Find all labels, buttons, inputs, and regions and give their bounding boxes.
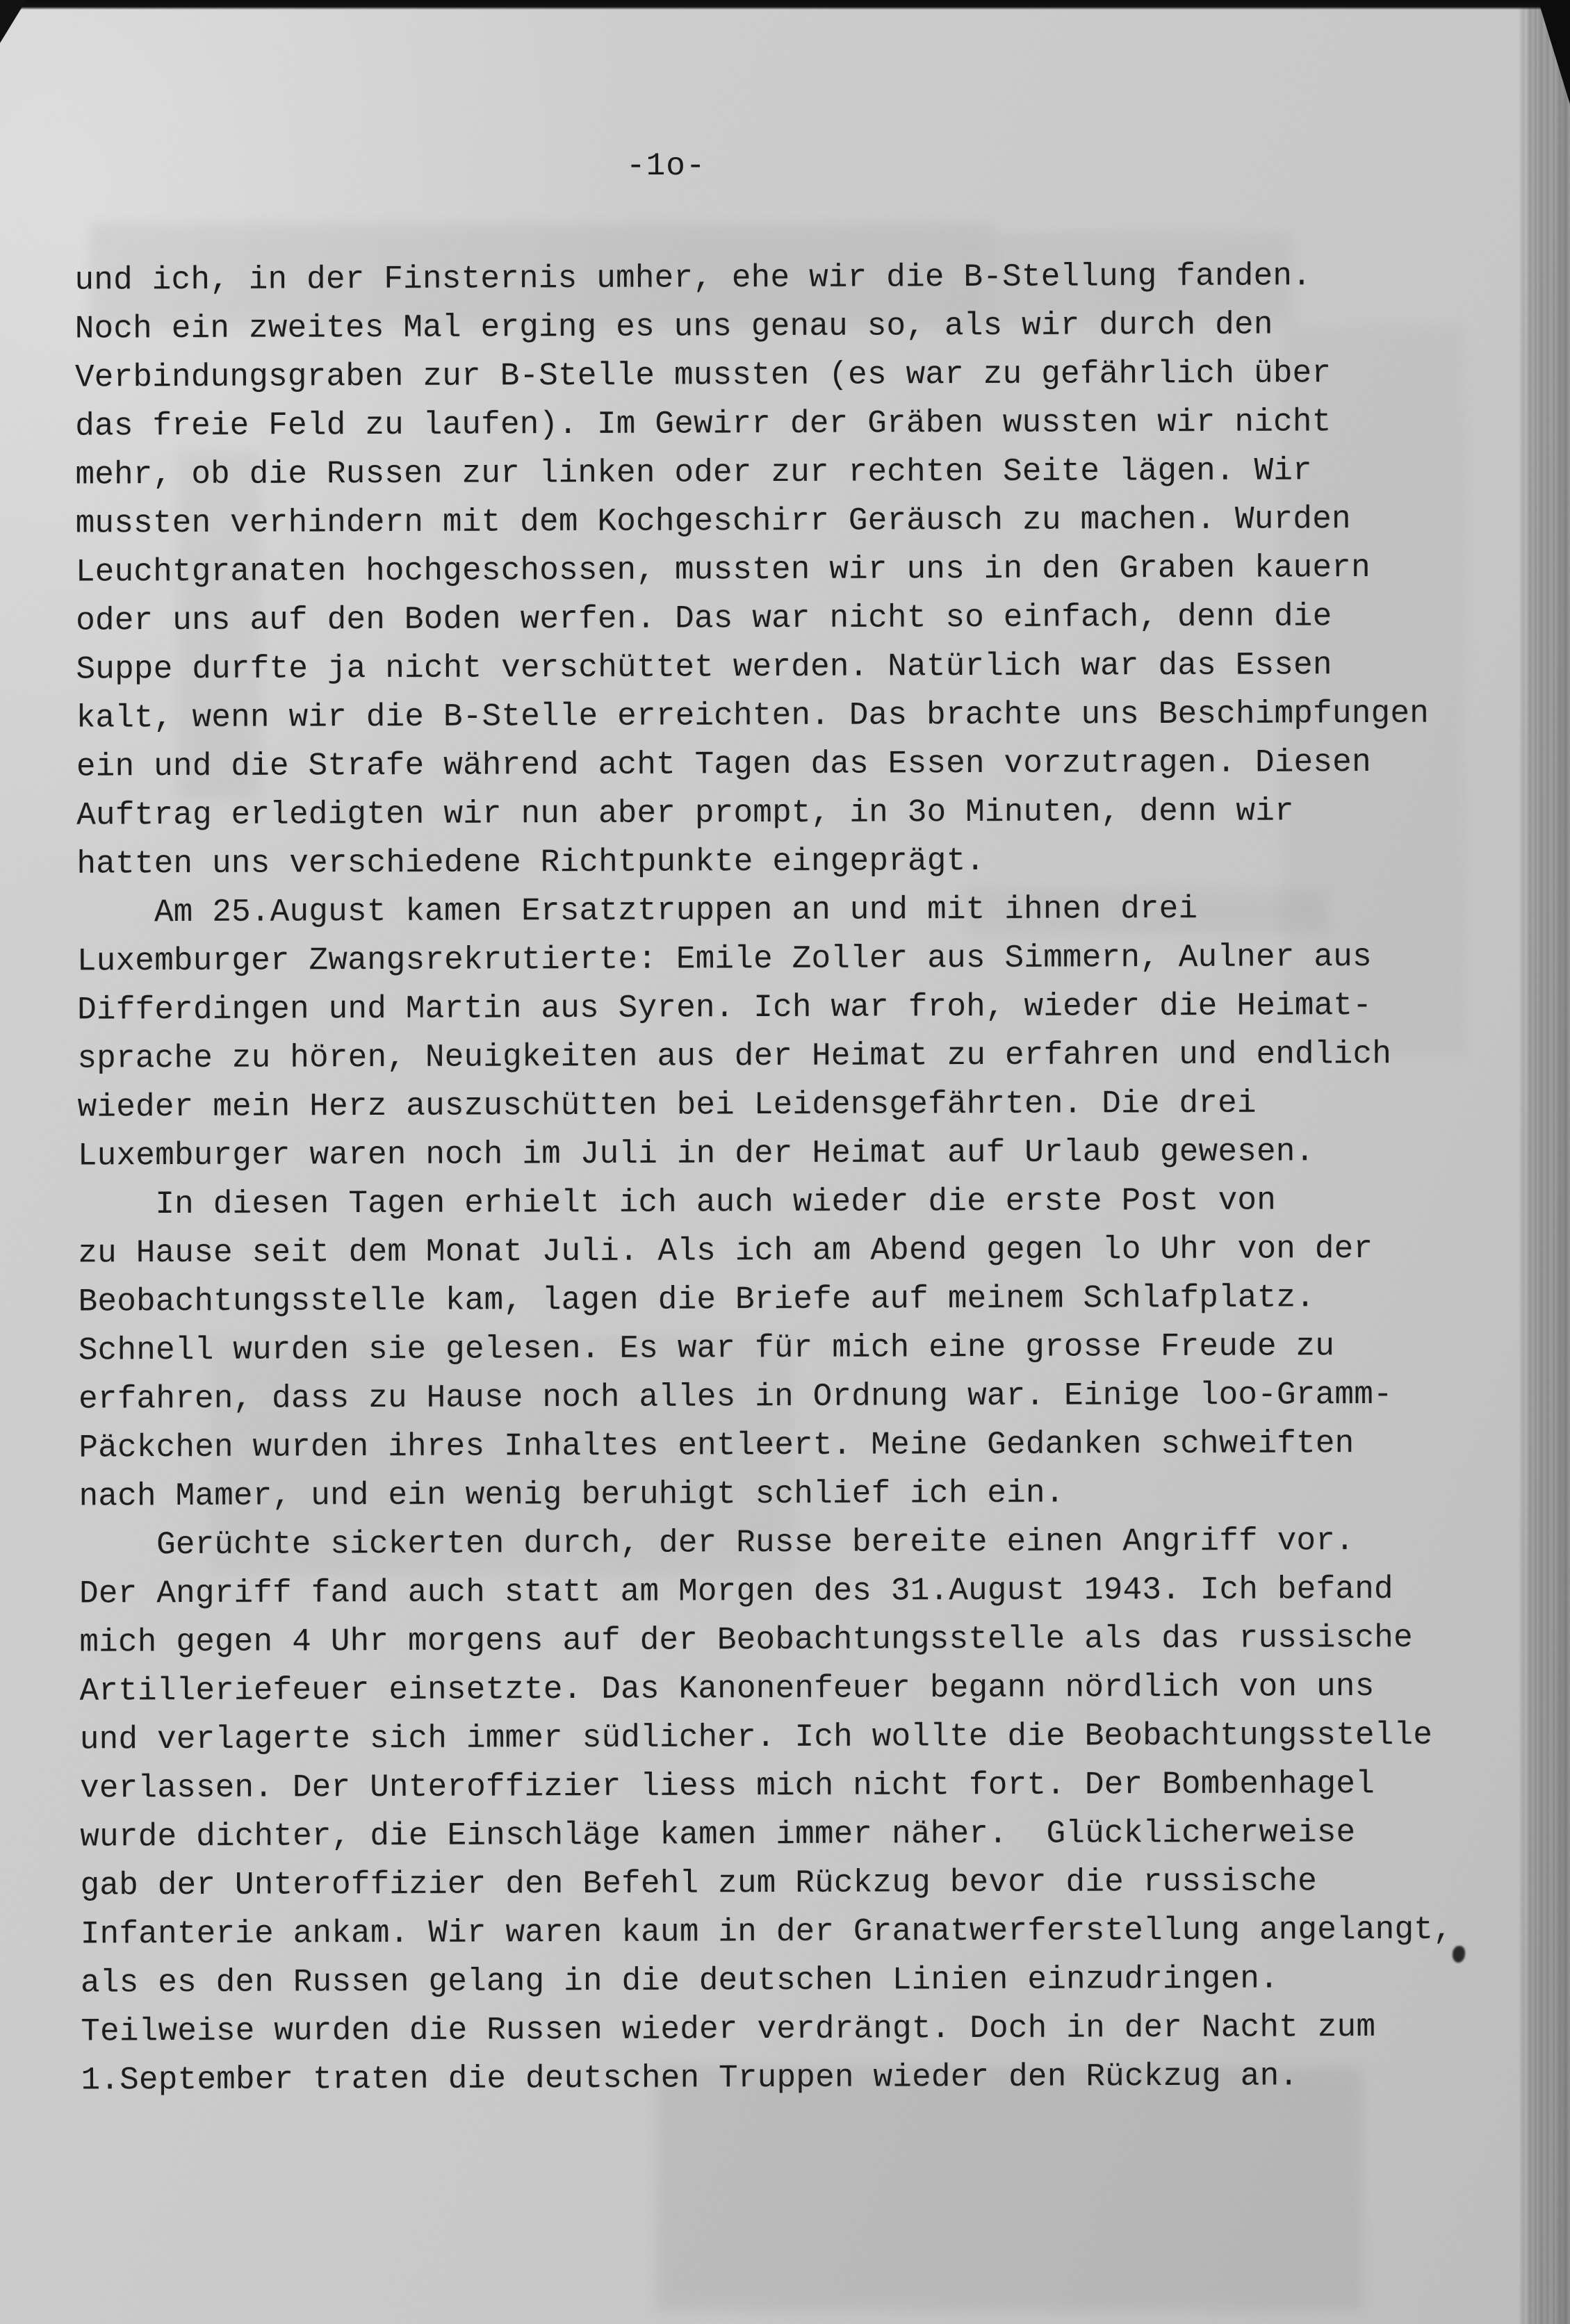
text-line: und verlagerte sich immer südlicher. Ich wollte die Beobachtungsstelle	[79, 1717, 1433, 1758]
text-line: wieder mein Herz auszuschütten bei Leidensgefährten. Die drei	[77, 1085, 1257, 1126]
text-line: Auftrag erledigten wir nun aber prompt, in 3o Minuten, denn wir	[76, 793, 1294, 834]
text-line: zu Hause seit dem Monat Juli. Als ich am Abend gegen lo Uhr von der	[78, 1230, 1373, 1272]
text-line: Beobachtungsstelle kam, lagen die Briefe auf meinem Schlafplatz.	[78, 1279, 1316, 1320]
text-line: Am 25.August kamen Ersatztruppen an und mit ihnen drei	[76, 890, 1198, 931]
text-line: gab der Unteroffizier den Befehl zum Rückzug bevor die russische	[80, 1863, 1318, 1904]
text-line: wurde dichter, die Einschläge kamen immer näher. Glücklicherweise	[80, 1815, 1356, 1856]
text-line: und ich, in der Finsternis umher, ehe wir die B-Stellung fanden.	[74, 258, 1312, 299]
text-line: Luxemburger waren noch im Juli in der Heimat auf Urlaub gewesen.	[77, 1134, 1315, 1175]
book-fore-edge	[1519, 0, 1570, 2324]
text-line: Leuchtgranaten hochgeschossen, mussten wir uns in den Graben kauern	[75, 549, 1371, 591]
text-line: nach Mamer, und ein wenig beruhigt schlief ich ein.	[79, 1475, 1065, 1515]
text-line: Luxemburger Zwangsrekrutierte: Emile Zoller aus Simmern, Aulner aus	[76, 938, 1372, 980]
text-line: Noch ein zweites Mal erging es uns genau so, als wir durch den	[74, 306, 1273, 347]
text-line: In diesen Tagen erhielt ich auch wieder die erste Post von	[78, 1182, 1277, 1223]
text-line: verlassen. Der Unteroffizier liess mich nicht fort. Der Bombenhagel	[79, 1765, 1375, 1807]
text-line: Differdingen und Martin aus Syren. Ich war froh, wieder die Heimat-	[77, 987, 1373, 1029]
text-line: kalt, wenn wir die B-Stelle erreichten. Das brachte uns Beschimpfungen	[76, 695, 1430, 737]
text-line: oder uns auf den Boden werfen. Das war nicht so einfach, denn die	[76, 598, 1332, 639]
text-line: Gerüchte sickerten durch, der Russe bereite einen Angriff vor.	[79, 1523, 1355, 1564]
text-line: das freie Feld zu laufen). Im Gewirr der Gräben wussten wir nicht	[75, 404, 1332, 445]
text-line: mich gegen 4 Uhr morgens auf der Beobachtungsstelle als das russische	[79, 1619, 1413, 1661]
body-text	[74, 252, 1464, 2105]
text-line: Teilweise wurden die Russen wieder verdrängt. Doch in der Nacht zum	[81, 2008, 1376, 2050]
text-line: Artilleriefeuer einsetzte. Das Kanonenfeuer begann nördlich von uns	[79, 1668, 1375, 1710]
text-line: Verbindungsgraben zur B-Stelle mussten (es war zu gefährlich über	[74, 355, 1332, 396]
text-line: erfahren, dass zu Hause noch alles in Ordnung war. Einige loo-Gramm-	[79, 1376, 1393, 1418]
text-line: ein und die Strafe während acht Tagen das Essen vorzutragen. Diesen	[76, 744, 1371, 785]
text-line: als es den Russen gelang in die deutschen Linien einzudringen.	[80, 1961, 1279, 2002]
text-line: mehr, ob die Russen zur linken oder zur rechten Seite lägen. Wir	[75, 452, 1313, 493]
text-line: mussten verhindern mit dem Kochgeschirr Geräusch zu machen. Wurden	[75, 501, 1351, 542]
scan-corner-top-left	[0, 0, 26, 43]
text-line: sprache zu hören, Neuigkeiten aus der Heimat zu erfahren und endlich	[77, 1036, 1392, 1077]
text-line: Suppe durfte ja nicht verschüttet werden. Natürlich war das Essen	[76, 647, 1332, 688]
page-number: -1o-	[626, 148, 706, 184]
bleed-through-patch	[657, 2068, 1362, 2311]
text-line: Infanterie ankam. Wir waren kaum in der Granatwerferstellung angelangt,	[80, 1911, 1453, 1953]
scan-top-edge	[0, 0, 1570, 10]
text-line: Der Angriff fand auch statt am Morgen des 31.August 1943. Ich befand	[79, 1571, 1393, 1612]
text-line: 1.September traten die deutschen Truppen wieder den Rückzug an.	[81, 2058, 1299, 2099]
text-line: Schnell wurden sie gelesen. Es war für mich eine grosse Freude zu	[78, 1328, 1335, 1369]
text-line: hatten uns verschiedene Richtpunkte eingeprägt.	[76, 842, 986, 883]
text-line: Päckchen wurden ihres Inhaltes entleert. Meine Gedanken schweiften	[79, 1425, 1355, 1466]
